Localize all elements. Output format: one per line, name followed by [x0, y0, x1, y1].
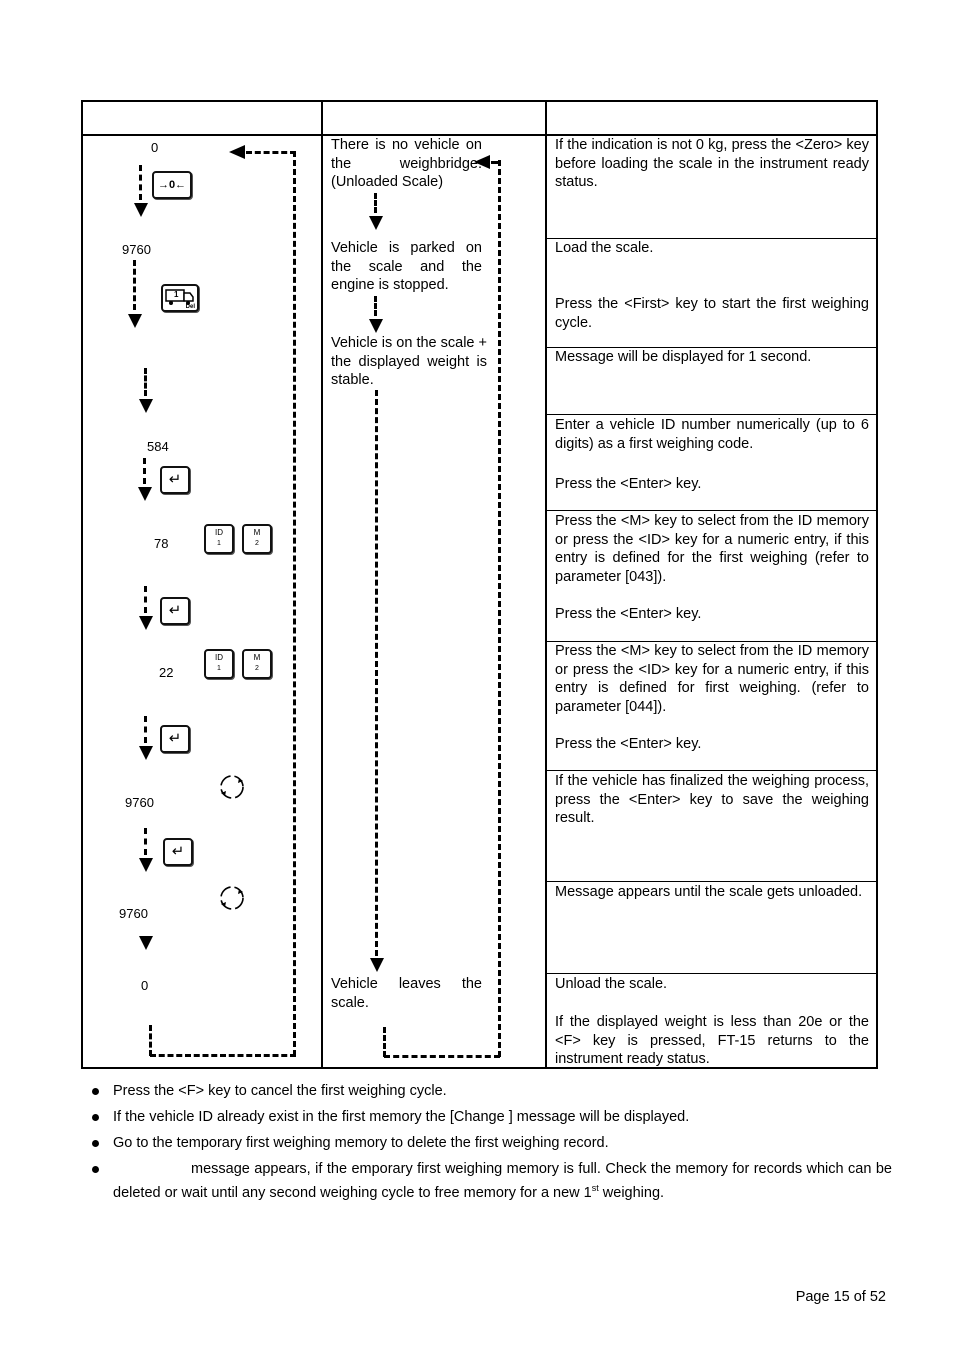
note-item [92, 1108, 892, 1127]
m-key-label: M [253, 653, 261, 662]
table-border-top [81, 100, 878, 102]
instruction-vehicle-id: Enter a vehicle ID number numerically (up to 6 digits) as a first weighing code. [555, 417, 869, 452]
table-border-col1 [321, 100, 323, 1069]
display-save: 9760 [125, 795, 154, 810]
bullet-icon [92, 1088, 99, 1095]
arrow-down-icon [138, 487, 152, 501]
id-key-label: ID [215, 653, 223, 662]
stability-cycle-icon [217, 883, 247, 913]
display-load: 9760 [122, 242, 151, 257]
state-unloaded: There is no vehicle on the weighbridge. (Unloaded Scale) [331, 137, 482, 190]
zero-key-icon[interactable]: →0← [152, 171, 192, 199]
arrow-down-icon [139, 616, 153, 630]
flow-line [144, 828, 147, 855]
truck-first-key-icon[interactable] [161, 284, 199, 312]
loop-line [498, 160, 501, 1057]
del-label: Del [185, 304, 195, 310]
flow-line [144, 368, 147, 396]
instruction-enter: Press the <Enter> key. [555, 476, 702, 492]
instruction-unload: Unload the scale. [555, 976, 668, 992]
row-separator [545, 770, 878, 771]
enter-key-icon[interactable]: ↵ [160, 725, 190, 753]
bullet-icon [92, 1140, 99, 1147]
loop-line [383, 1027, 386, 1057]
flow-line [375, 390, 378, 956]
loop-line [246, 151, 296, 154]
flow-line [133, 260, 136, 310]
arrow-down-icon [139, 936, 153, 950]
display-code2: 22 [159, 665, 174, 680]
id-key-label: ID [215, 528, 223, 537]
enter-key-icon[interactable]: ↵ [160, 466, 190, 494]
instruction-first: Press the <First> key to start the first weighing cycle. [555, 296, 869, 331]
stability-cycle-icon [217, 772, 247, 802]
loop-line [293, 151, 296, 1056]
notes-list [92, 1082, 892, 1210]
arrow-down-icon [139, 746, 153, 760]
instruction-enter: Press the <Enter> key. [555, 606, 702, 622]
id-key-number: 1 [217, 540, 221, 547]
state-parked: Vehicle is parked on the scale and the engine is stopped. [331, 240, 482, 293]
display-zero-final: 0 [141, 978, 149, 993]
id-key-number: 1 [217, 665, 221, 672]
state-stable: Vehicle is on the scale + the displayed weight is stable. [331, 335, 487, 388]
arrow-down-icon [369, 319, 383, 333]
memory-key-icon[interactable] [242, 524, 272, 554]
note-text: Go to the temporary first weighing memory to delete the first weighing record. [113, 1135, 609, 1151]
loop-line [384, 1055, 500, 1058]
note-item [92, 1134, 892, 1153]
instruction-zero: If the indication is not 0 kg, press the <Zero> key before loading the scale in the instrument ready status. [555, 137, 869, 190]
arrow-down-icon [128, 314, 142, 328]
memory-key-icon[interactable] [242, 649, 272, 679]
arrow-left-icon [474, 155, 490, 169]
display-unload: 9760 [119, 906, 148, 921]
instruction-code2: Press the <M> key to select from the ID memory or press the <ID> key for a numeric entry, if this entry is defined for first weighing. (refer to parameter [044]). [555, 643, 869, 715]
id-key-icon[interactable] [204, 524, 234, 554]
state-leaves: Vehicle leaves the scale. [331, 976, 482, 1011]
table-border-left [81, 100, 83, 1069]
superscript-st: st [591, 1183, 599, 1193]
arrow-left-icon [229, 145, 245, 159]
loop-line [491, 161, 500, 164]
flow-line [374, 296, 377, 316]
m-key-label: M [253, 528, 261, 537]
note-text: Press the <F> key to cancel the first weighing cycle. [113, 1083, 447, 1099]
loop-line [150, 1054, 296, 1057]
note-text: message appears, if the emporary first weighing memory is full. Check the memory for records which can be deleted or wait until any second weighing cycle to free memory for a new 1 [113, 1161, 892, 1201]
flow-line [144, 586, 147, 613]
note-text: weighing. [598, 1184, 665, 1201]
m-key-number: 2 [255, 665, 259, 672]
display-zero: 0 [151, 140, 159, 155]
arrow-down-icon [370, 958, 384, 972]
enter-key-icon[interactable]: ↵ [163, 838, 193, 866]
instruction-save: If the vehicle has finalized the weighing process, press the <Enter> key to save the weighing result. [555, 773, 869, 826]
row-separator [545, 510, 878, 511]
row-separator [545, 973, 878, 974]
table-border-right [876, 100, 878, 1069]
arrow-down-icon [139, 399, 153, 413]
arrow-down-icon [134, 203, 148, 217]
loop-line [149, 1025, 152, 1056]
flow-line [374, 193, 377, 213]
instruction-load: Load the scale. [555, 240, 654, 256]
enter-key-icon[interactable]: ↵ [160, 597, 190, 625]
first-key-number: 1 [174, 290, 179, 299]
arrow-down-icon [369, 216, 383, 230]
table-border-col2 [545, 100, 547, 1069]
bullet-icon [92, 1114, 99, 1121]
m-key-number: 2 [255, 540, 259, 547]
arrow-down-icon [139, 858, 153, 872]
flow-line [144, 716, 147, 743]
bullet-icon [92, 1166, 99, 1173]
id-key-icon[interactable] [204, 649, 234, 679]
display-id: 584 [147, 439, 169, 454]
note-text: If the vehicle ID already exist in the first memory the [Change ] message will be displayed. [113, 1109, 690, 1125]
note-item [92, 1082, 892, 1101]
flow-line [143, 458, 146, 484]
instruction-return: If the displayed weight is less than 20e or the <F> key is pressed, FT-15 returns to the instrument ready status. [555, 1014, 869, 1067]
instruction-enter: Press the <Enter> key. [555, 736, 702, 752]
flow-line [139, 165, 142, 200]
row-separator [545, 881, 878, 882]
page-number: Page 15 of 52 [795, 1289, 886, 1305]
instruction-message: Message will be displayed for 1 second. [555, 349, 812, 365]
instruction-code1: Press the <M> key to select from the ID memory or press the <ID> key for a numeric entry, if this entry is defined for the first weighing (refer to parameter [043]). [555, 513, 869, 585]
note-item [92, 1160, 892, 1203]
instruction-unload-message: Message appears until the scale gets unloaded. [555, 884, 863, 900]
row-separator [545, 414, 878, 415]
display-code1: 78 [154, 536, 169, 551]
